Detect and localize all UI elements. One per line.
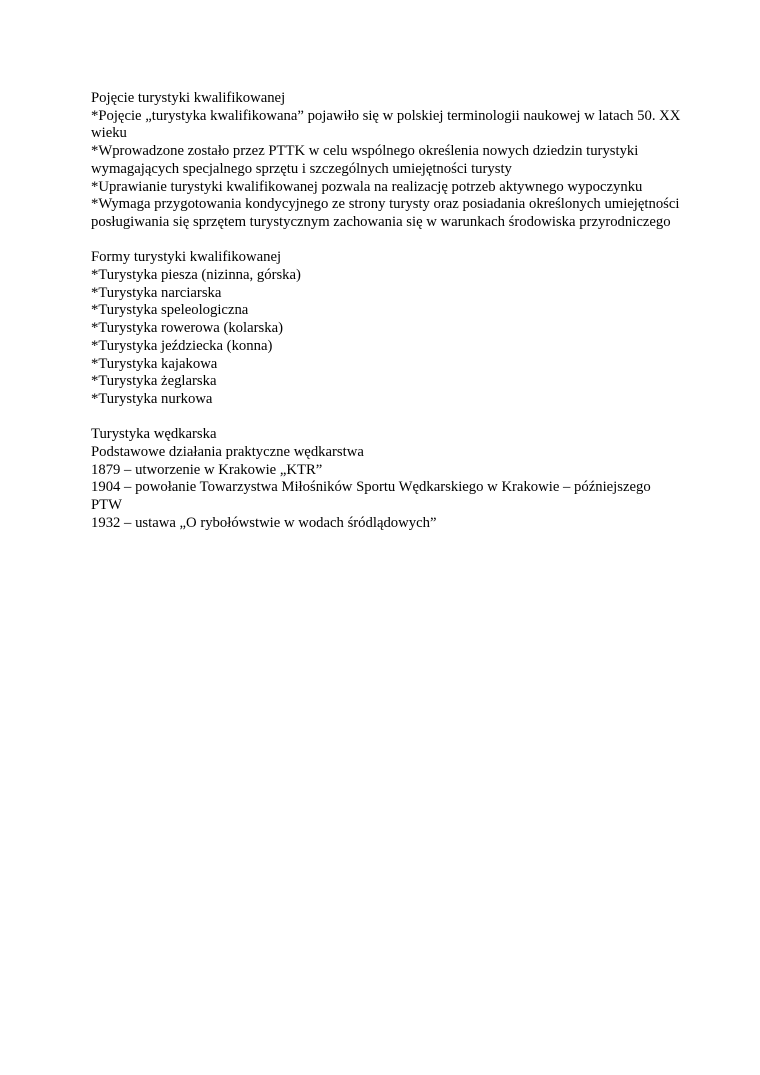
bullet-item: *Turystyka jeździecka (konna) [91,337,273,354]
bullet-item: *Turystyka speleologiczna [91,302,249,319]
paragraph-gap [91,409,681,427]
section-heading: Pojęcie turystyki kwalifikowanej [91,90,286,106]
bullet-item: *Wprowadzone zostało przez PTTK w celu wspólnego określenia nowych dziedzin turystyki wymagających specjalnego sprzętu i szczególnych umiejętności turysty [91,143,639,177]
bullet-item: *Turystyka żeglarska [91,373,217,390]
section-heading: Formy turystyki kwalifikowanej [91,249,282,266]
bullet-item: *Turystyka nurkowa [91,390,213,407]
bullet-item: *Turystyka piesza (nizinna, górska) [91,267,301,284]
section-angling-tourism [91,426,681,532]
section-qualified-tourism-forms [91,249,681,408]
bullet-item: *Pojęcie „turystyka kwalifikowana” pojawiło się w polskiej terminologii naukowej w latach 50. XX wieku [91,107,681,142]
text-line: Podstawowe działania praktyczne wędkarstwa [91,444,364,461]
document-page [91,90,681,533]
section-heading: Turystyka wędkarska [91,426,217,443]
bullet-item: *Turystyka kajakowa [91,355,218,372]
paragraph-gap [91,232,681,250]
timeline-entry: 1932 – ustawa „O rybołówstwie w wodach śródlądowych” [91,514,437,531]
bullet-item: *Turystyka rowerowa (kolarska) [91,320,283,337]
bullet-item: *Turystyka narciarska [91,284,222,301]
bullet-item: *Uprawianie turystyki kwalifikowanej pozwala na realizację potrzeb aktywnego wypoczynku [91,178,643,195]
bullet-item: *Wymaga przygotowania kondycyjnego ze strony turysty oraz posiadania określonych umiejętności posługiwania się sprzętem turystycznym zachowania się w warunkach środowiska przyrodniczego [91,196,680,230]
section-qualified-tourism-concept [91,90,681,232]
timeline-entry: 1904 – powołanie Towarzystwa Miłośników Sportu Wędkarskiego w Krakowie – późniejszego PTW [91,479,651,514]
timeline-entry: 1879 – utworzenie w Krakowie „KTR” [91,461,323,478]
